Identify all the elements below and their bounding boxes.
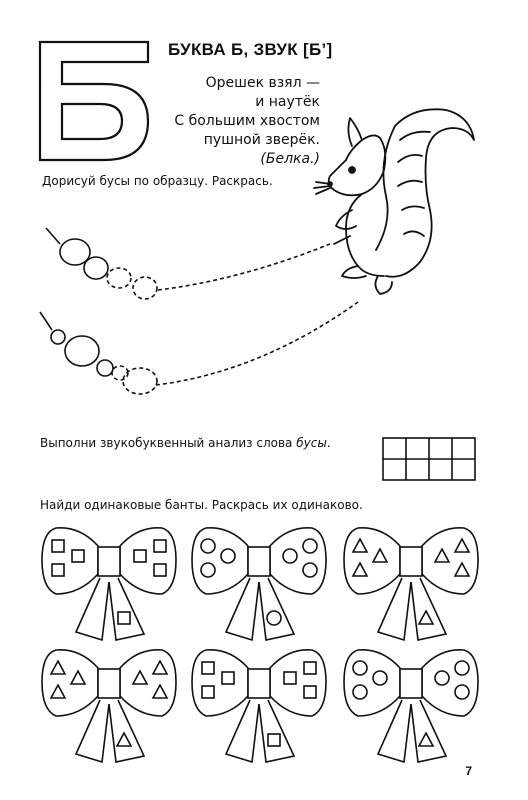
- poem-line-3: С большим хвостом: [174, 113, 320, 129]
- triangle-mark: [353, 563, 367, 576]
- circle-mark: [283, 549, 297, 563]
- square-mark: [222, 672, 234, 684]
- circle-mark: [201, 539, 215, 553]
- bow-knot: [248, 669, 270, 698]
- poem-answer: (Белка.): [260, 151, 320, 167]
- triangle-mark: [373, 549, 387, 562]
- poem-line-1: Орешек взял —: [205, 75, 320, 91]
- triangle-mark: [117, 733, 131, 746]
- sound-analysis-grid[interactable]: [383, 438, 475, 480]
- page-number: 7: [465, 764, 472, 778]
- square-mark: [72, 550, 84, 562]
- circle-mark: [201, 563, 215, 577]
- triangle-mark: [71, 671, 85, 684]
- triangle-mark: [435, 549, 449, 562]
- poem-line-4: пушной зверёк.: [203, 132, 320, 148]
- bow-5[interactable]: [192, 650, 326, 762]
- circle-mark: [353, 685, 367, 699]
- triangle-mark: [455, 539, 469, 552]
- triangle-mark: [153, 661, 167, 674]
- square-mark: [304, 686, 316, 698]
- bow-right-ribbon: [109, 578, 144, 640]
- analysis-prefix: Выполни звукобуквенный анализ слова: [40, 436, 297, 450]
- bow-knot: [400, 669, 422, 698]
- square-mark: [284, 672, 296, 684]
- triangle-mark: [353, 539, 367, 552]
- bow-knot: [98, 669, 120, 698]
- circle-mark: [435, 671, 449, 685]
- bow-1[interactable]: [42, 528, 176, 640]
- square-mark: [154, 540, 166, 552]
- square-mark: [154, 564, 166, 576]
- bow-left-wing: [344, 650, 400, 716]
- square-mark: [202, 686, 214, 698]
- triangle-mark: [153, 685, 167, 698]
- bow-knot: [248, 547, 270, 576]
- bow-right-ribbon: [411, 578, 446, 640]
- poem-line-2: и наутёк: [255, 94, 320, 110]
- riddle-poem: [168, 74, 320, 169]
- circle-mark: [267, 611, 281, 625]
- bow-right-ribbon: [109, 700, 144, 762]
- bow-right-wing: [270, 528, 326, 594]
- page-title: БУКВА Б, ЗВУК [Б’]: [168, 40, 333, 59]
- circle-mark: [221, 549, 235, 563]
- triangle-mark: [455, 563, 469, 576]
- bead-row-1: [46, 228, 330, 299]
- bow-left-wing: [42, 650, 98, 716]
- big-letter-outline: [40, 42, 148, 160]
- triangle-mark: [51, 661, 65, 674]
- square-mark: [202, 662, 214, 674]
- analysis-suffix: .: [326, 436, 331, 450]
- triangle-mark: [419, 611, 433, 624]
- bow-right-ribbon: [259, 578, 294, 640]
- circle-mark: [455, 661, 469, 675]
- bow-knot: [98, 547, 120, 576]
- bow-right-wing: [120, 528, 176, 594]
- square-mark: [268, 734, 280, 746]
- bow-left-wing: [192, 528, 248, 594]
- bow-4[interactable]: [42, 650, 176, 762]
- squirrel-illustration: [314, 109, 474, 294]
- bow-3[interactable]: [344, 528, 478, 640]
- circle-mark: [373, 671, 387, 685]
- bow-2[interactable]: [192, 528, 326, 640]
- square-mark: [118, 612, 130, 624]
- bow-right-ribbon: [259, 700, 294, 762]
- square-mark: [52, 540, 64, 552]
- triangle-mark: [419, 733, 433, 746]
- analysis-instruction: [40, 436, 331, 450]
- circle-mark: [303, 563, 317, 577]
- bow-right-wing: [270, 650, 326, 716]
- triangle-mark: [51, 685, 65, 698]
- bow-right-wing: [120, 650, 176, 716]
- triangle-mark: [133, 671, 147, 684]
- beads-instruction: Дорисуй бусы по образцу. Раскрась.: [42, 174, 273, 188]
- square-mark: [304, 662, 316, 674]
- circle-mark: [303, 539, 317, 553]
- bows-instruction: Найди одинаковые банты. Раскрась их одинаково.: [40, 498, 363, 512]
- circle-mark: [353, 661, 367, 675]
- circle-mark: [455, 685, 469, 699]
- bow-6[interactable]: [344, 650, 478, 762]
- analysis-word: бусы: [296, 436, 327, 450]
- bow-left-wing: [344, 528, 400, 594]
- bow-right-wing: [422, 650, 478, 716]
- bow-knot: [400, 547, 422, 576]
- bow-left-wing: [42, 528, 98, 594]
- square-mark: [134, 550, 146, 562]
- bow-right-wing: [422, 528, 478, 594]
- bead-row-2: [40, 302, 358, 394]
- square-mark: [52, 564, 64, 576]
- bow-right-ribbon: [411, 700, 446, 762]
- bows-area: [42, 528, 478, 762]
- bow-left-wing: [192, 650, 248, 716]
